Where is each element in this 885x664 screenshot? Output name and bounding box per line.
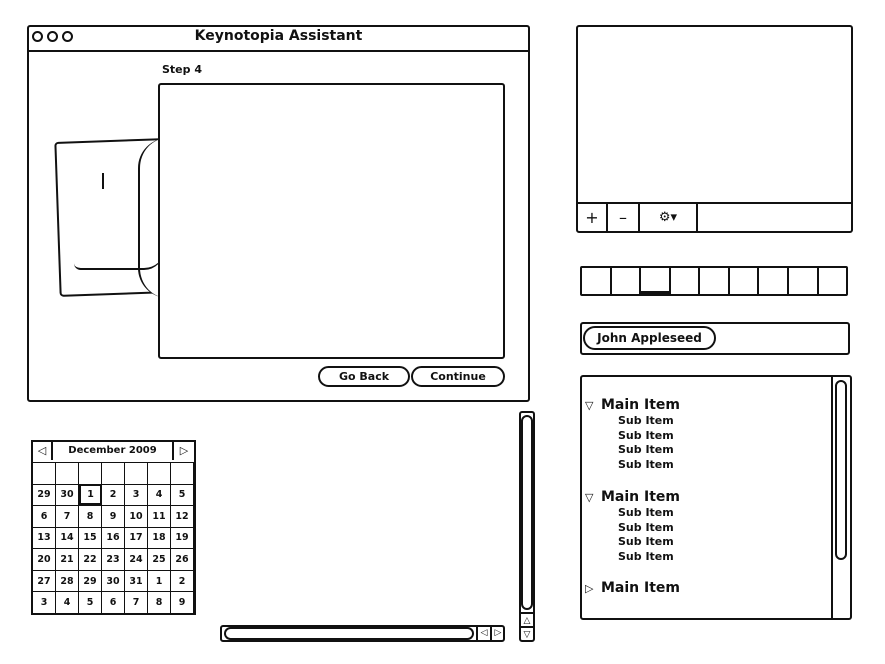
calendar-day[interactable]: 20 [33,548,56,570]
calendar-day[interactable]: 10 [125,505,148,527]
calendar-day[interactable]: 3 [33,591,56,613]
calendar-day[interactable]: 3 [125,484,148,506]
calendar-day[interactable]: 2 [102,484,125,506]
calendar-day[interactable]: 9 [171,591,194,613]
tree-sub-item[interactable]: Sub Item [618,506,674,519]
calendar-weekday-cell [125,462,148,484]
segment[interactable] [759,268,789,294]
calendar-weekday-cell [102,462,125,484]
calendar-day[interactable]: 13 [33,527,56,549]
calendar-day[interactable]: 15 [79,527,102,549]
tree-sub-item[interactable]: Sub Item [618,428,674,442]
segment[interactable] [641,268,671,294]
tree-main-item[interactable]: ▷ Main Item [585,580,681,596]
calendar-day[interactable]: 7 [56,505,79,527]
calendar-day[interactable]: 14 [56,527,79,549]
vertical-scroll-thumb[interactable] [521,415,533,610]
calendar-weekday-cell [148,462,171,484]
calendar-day[interactable]: 31 [125,570,148,592]
calendar-day[interactable]: 30 [102,570,125,592]
calendar-day[interactable]: 29 [79,570,102,592]
tree-main-item[interactable]: ▽ Main Item [585,489,681,505]
calendar-day[interactable]: 5 [171,484,194,506]
scroll-right-icon[interactable]: ▷ [490,627,504,640]
go-back-button[interactable]: Go Back [318,366,410,387]
segment[interactable] [789,268,819,294]
segment[interactable] [819,268,847,294]
calendar-day[interactable]: 8 [148,591,171,613]
page-line-icon [74,250,164,270]
calendar-day[interactable]: 30 [56,484,79,506]
tree-sub-item[interactable]: Sub Item [618,414,674,427]
tree-group [585,488,680,564]
calendar-day[interactable]: 29 [33,484,56,506]
step-label: Step 4 [162,63,202,76]
calendar-day[interactable]: 21 [56,548,79,570]
calendar-day[interactable]: 9 [102,505,125,527]
window-title: Keynotopia Assistant [194,28,363,44]
next-month-icon[interactable]: ▷ [172,442,194,460]
triangle-down-icon[interactable]: ▽ [585,399,594,412]
triangle-right-icon[interactable]: ▷ [585,582,594,595]
tree-sub-item[interactable]: Sub Item [618,535,674,548]
segment[interactable] [700,268,730,294]
scroll-down-icon[interactable]: ▽ [521,626,533,640]
calendar-grid [33,462,194,613]
calendar-day[interactable]: 7 [125,591,148,613]
calendar-day[interactable]: 8 [79,505,102,527]
window-title-bar [27,25,530,52]
user-name-token[interactable]: John Appleseed [583,326,716,350]
calendar-day[interactable]: 4 [56,591,79,613]
segment[interactable] [671,268,701,294]
segmented-control [580,266,848,296]
calendar-day[interactable]: 27 [33,570,56,592]
calendar-weekday-cell [171,462,194,484]
tree-scroll-thumb[interactable] [835,380,847,560]
segment[interactable] [730,268,760,294]
tree-sub-item[interactable]: Sub Item [618,520,674,534]
scroll-left-icon[interactable]: ◁ [476,627,490,640]
continue-button[interactable]: Continue [411,366,505,387]
tree-sub-item[interactable]: Sub Item [618,443,674,456]
triangle-down-icon[interactable]: ▽ [585,491,594,504]
add-button[interactable]: + [578,204,608,231]
previous-month-icon[interactable]: ◁ [33,442,53,460]
calendar-day[interactable]: 26 [171,548,194,570]
remove-button[interactable]: – [608,204,640,231]
calendar-day[interactable]: 11 [148,505,171,527]
calendar-day[interactable]: 23 [102,548,125,570]
calendar-day[interactable]: 17 [125,527,148,549]
calendar-weekday-cell [56,462,79,484]
calendar-day[interactable]: 19 [171,527,194,549]
segment[interactable] [612,268,642,294]
calendar-day[interactable]: 22 [79,548,102,570]
step-content-area [158,83,505,359]
calendar-day[interactable]: 28 [56,570,79,592]
horizontal-scroll-thumb[interactable] [224,627,474,640]
tree-sub-item[interactable]: Sub Item [618,457,674,471]
calendar-weekday-cell [33,462,56,484]
calendar-weekday-cell [79,462,102,484]
calendar-day[interactable]: 6 [33,505,56,527]
tree-sub-item[interactable]: Sub Item [618,549,674,563]
calendar-day[interactable]: 1 [148,570,171,592]
calendar-day[interactable]: 12 [171,505,194,527]
tree-group [585,396,680,472]
calendar-day-selected[interactable]: 1 [79,484,102,506]
calendar-day[interactable]: 6 [102,591,125,613]
scroll-up-icon[interactable]: △ [521,612,533,626]
calendar-day[interactable]: 16 [102,527,125,549]
calendar-day[interactable]: 2 [171,570,194,592]
segment[interactable] [582,268,612,294]
gear-menu-icon[interactable]: ⚙▾ [640,204,698,231]
calendar-day[interactable]: 24 [125,548,148,570]
calendar-day[interactable]: 18 [148,527,171,549]
calendar-month-label: December 2009 [68,445,157,456]
tree-group [585,579,680,597]
tree-main-item[interactable]: ▽ Main Item [585,397,681,413]
calendar-day[interactable]: 4 [148,484,171,506]
page-mark-icon [102,173,104,189]
calendar-day[interactable]: 5 [79,591,102,613]
calendar-day[interactable]: 25 [148,548,171,570]
